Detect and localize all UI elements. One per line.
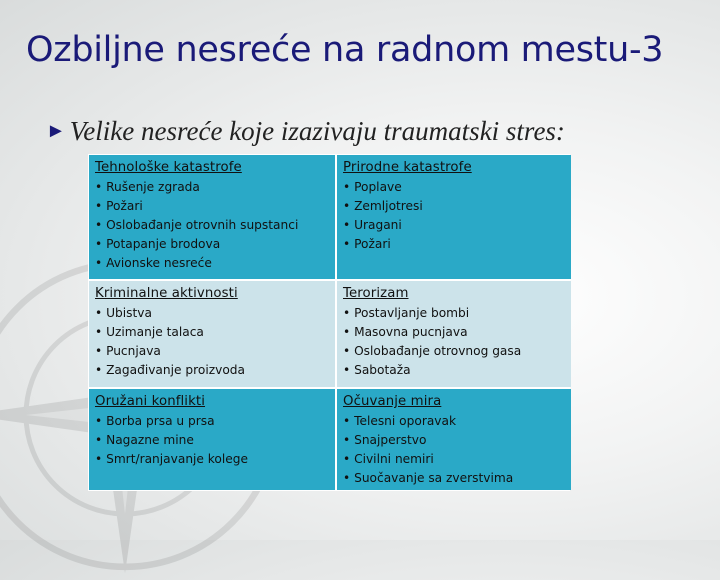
list-item: • Postavljanje bombi bbox=[343, 304, 565, 323]
list-item: • Požari bbox=[343, 235, 565, 254]
list-item: • Požari bbox=[95, 197, 329, 216]
cell-heading: Prirodne katastrofe bbox=[343, 160, 472, 175]
list-item: • Oslobađanje otrovnog gasa bbox=[343, 342, 565, 361]
cell-list bbox=[343, 178, 565, 254]
bullet-arrow-icon: ► bbox=[46, 120, 66, 142]
cell-list bbox=[95, 304, 329, 380]
table-cell bbox=[89, 389, 335, 490]
cell-list bbox=[343, 304, 565, 380]
disaster-table bbox=[88, 154, 570, 491]
list-item: • Snajperstvo bbox=[343, 431, 565, 450]
bullet-line bbox=[46, 116, 565, 147]
cell-heading: Kriminalne aktivnosti bbox=[95, 286, 238, 301]
list-item: • Avionske nesreće bbox=[95, 254, 329, 273]
cell-list bbox=[343, 412, 565, 488]
cell-heading: Očuvanje mira bbox=[343, 394, 442, 409]
list-item: • Borba prsa u prsa bbox=[95, 412, 329, 431]
list-item: • Rušenje zgrada bbox=[95, 178, 329, 197]
cell-list bbox=[95, 412, 329, 469]
list-item: • Uzimanje talaca bbox=[95, 323, 329, 342]
table-cell bbox=[337, 281, 571, 387]
slide-title: Ozbiljne nesreće na radnom mestu-3 bbox=[26, 30, 664, 70]
table-cell bbox=[89, 155, 335, 279]
list-item: • Pucnjava bbox=[95, 342, 329, 361]
list-item: • Suočavanje sa zverstvima bbox=[343, 469, 565, 488]
cell-heading: Terorizam bbox=[343, 286, 409, 301]
bullet-text: Velike nesreće koje izazivaju traumatski stres: bbox=[69, 116, 565, 146]
cell-list bbox=[95, 178, 329, 273]
list-item: • Uragani bbox=[343, 216, 565, 235]
list-item: • Ubistva bbox=[95, 304, 329, 323]
cell-heading: Oružani konflikti bbox=[95, 394, 206, 409]
list-item: • Sabotaža bbox=[343, 361, 565, 380]
cell-heading: Tehnološke katastrofe bbox=[95, 160, 242, 175]
table-cell bbox=[89, 281, 335, 387]
list-item: • Civilni nemiri bbox=[343, 450, 565, 469]
list-item: • Zagađivanje proizvoda bbox=[95, 361, 329, 380]
list-item: • Nagazne mine bbox=[95, 431, 329, 450]
list-item: • Smrt/ranjavanje kolege bbox=[95, 450, 329, 469]
list-item: • Masovna pucnjava bbox=[343, 323, 565, 342]
list-item: • Zemljotresi bbox=[343, 197, 565, 216]
list-item: • Poplave bbox=[343, 178, 565, 197]
list-item: • Telesni oporavak bbox=[343, 412, 565, 431]
table-cell bbox=[337, 389, 571, 490]
list-item: • Potapanje brodova bbox=[95, 235, 329, 254]
list-item: • Oslobađanje otrovnih supstanci bbox=[95, 216, 329, 235]
table-cell bbox=[337, 155, 571, 279]
